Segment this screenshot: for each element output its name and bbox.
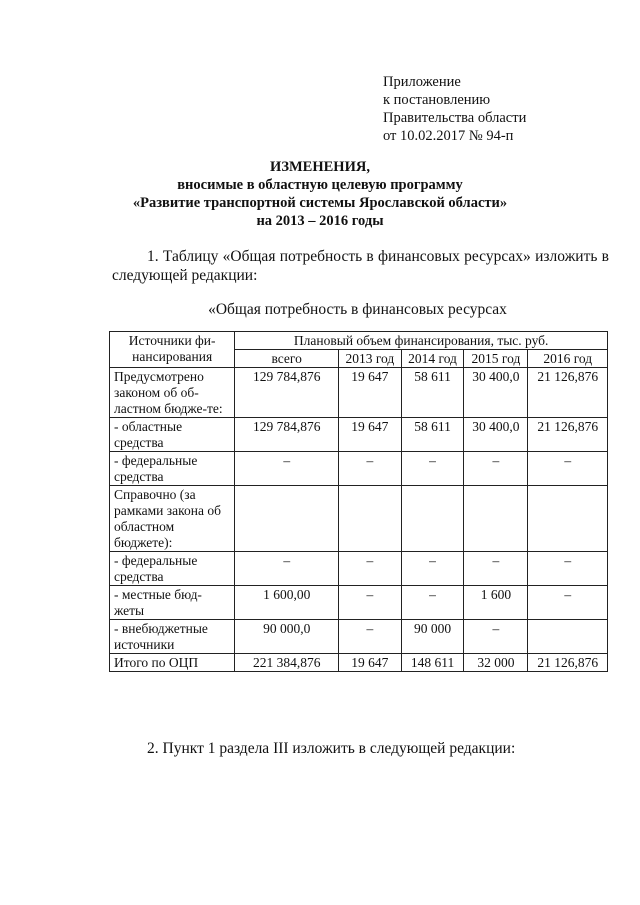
header-sources: Источники фи-нансирования — [110, 332, 235, 368]
table-row — [110, 368, 608, 418]
financing-table — [109, 331, 608, 672]
row-2015: 1 600 — [464, 586, 528, 620]
row-source: Итого по ОЦП — [110, 654, 235, 672]
table-row — [110, 552, 608, 586]
row-2013: 19 647 — [339, 654, 402, 672]
table-row-total — [110, 654, 608, 672]
appendix-line: Правительства области — [383, 110, 527, 126]
appendix-line: к постановлению — [383, 92, 491, 108]
row-source: - внебюджетные источники — [110, 620, 235, 654]
row-2016: – — [528, 452, 608, 486]
heading-title: ИЗМЕНЕНИЯ, — [270, 159, 370, 175]
row-2014: – — [401, 552, 464, 586]
row-2015: 32 000 — [464, 654, 528, 672]
paragraph-1-line-1: 1. Таблицу «Общая потребность в финансовых ресурсах» изложить в — [147, 248, 609, 265]
row-2013: – — [339, 452, 402, 486]
table-row — [110, 586, 608, 620]
table-row — [110, 486, 608, 552]
header-year: 2013 год — [339, 350, 402, 368]
header-plan: Плановый объем финансирования, тыс. руб. — [235, 332, 608, 350]
table-row — [110, 620, 608, 654]
row-total: – — [235, 452, 339, 486]
row-2016: – — [528, 552, 608, 586]
header-year: 2014 год — [401, 350, 464, 368]
row-source: - федеральные средства — [110, 552, 235, 586]
row-total: – — [235, 552, 339, 586]
row-source: Предусмотрено законом об об-ластном бюдже-те: — [110, 368, 235, 418]
row-2013: – — [339, 586, 402, 620]
paragraph-1 — [112, 247, 609, 285]
header-year: 2016 год — [528, 350, 608, 368]
row-2014: – — [401, 586, 464, 620]
row-2016 — [528, 486, 608, 552]
row-2014: 148 611 — [401, 654, 464, 672]
table-row — [110, 418, 608, 452]
row-2015: 30 400,0 — [464, 368, 528, 418]
row-2015 — [464, 486, 528, 552]
row-2014 — [401, 486, 464, 552]
paragraph-2: 2. Пункт 1 раздела III изложить в следующей редакции: — [147, 740, 516, 757]
row-total: 90 000,0 — [235, 620, 339, 654]
table-row — [110, 452, 608, 486]
header-year: 2015 год — [464, 350, 528, 368]
row-2016: – — [528, 586, 608, 620]
row-total: 221 384,876 — [235, 654, 339, 672]
row-2014: 90 000 — [401, 620, 464, 654]
row-2016: 21 126,876 — [528, 418, 608, 452]
heading-line: вносимые в областную целевую программу — [177, 177, 463, 193]
row-2013: – — [339, 620, 402, 654]
row-2015: – — [464, 552, 528, 586]
row-2013: 19 647 — [339, 368, 402, 418]
row-2015: – — [464, 452, 528, 486]
row-2014: – — [401, 452, 464, 486]
row-total: 1 600,00 — [235, 586, 339, 620]
header-total: всего — [235, 350, 339, 368]
row-2016: 21 126,876 — [528, 368, 608, 418]
row-2015: – — [464, 620, 528, 654]
row-source: - федеральные средства — [110, 452, 235, 486]
row-2015: 30 400,0 — [464, 418, 528, 452]
row-source: - областные средства — [110, 418, 235, 452]
row-source: - местные бюд-жеты — [110, 586, 235, 620]
appendix-line: от 10.02.2017 № 94-п — [383, 128, 514, 144]
row-2013: – — [339, 552, 402, 586]
row-total — [235, 486, 339, 552]
appendix-block — [383, 73, 526, 145]
row-source: Справочно (за рамками закона об областном бюджете): — [110, 486, 235, 552]
row-2016 — [528, 620, 608, 654]
paragraph-1-line-2: следующей редакции: — [112, 267, 258, 284]
row-total: 129 784,876 — [235, 418, 339, 452]
row-2016: 21 126,876 — [528, 654, 608, 672]
table-title: «Общая потребность в финансовых ресурсах — [208, 301, 507, 318]
row-2013 — [339, 486, 402, 552]
heading-line: на 2013 – 2016 годы — [256, 213, 384, 229]
row-total: 129 784,876 — [235, 368, 339, 418]
row-2014: 58 611 — [401, 418, 464, 452]
row-2014: 58 611 — [401, 368, 464, 418]
document-heading — [0, 158, 640, 230]
appendix-line: Приложение — [383, 74, 461, 90]
heading-line: «Развитие транспортной системы Ярославской области» — [132, 195, 508, 211]
row-2013: 19 647 — [339, 418, 402, 452]
